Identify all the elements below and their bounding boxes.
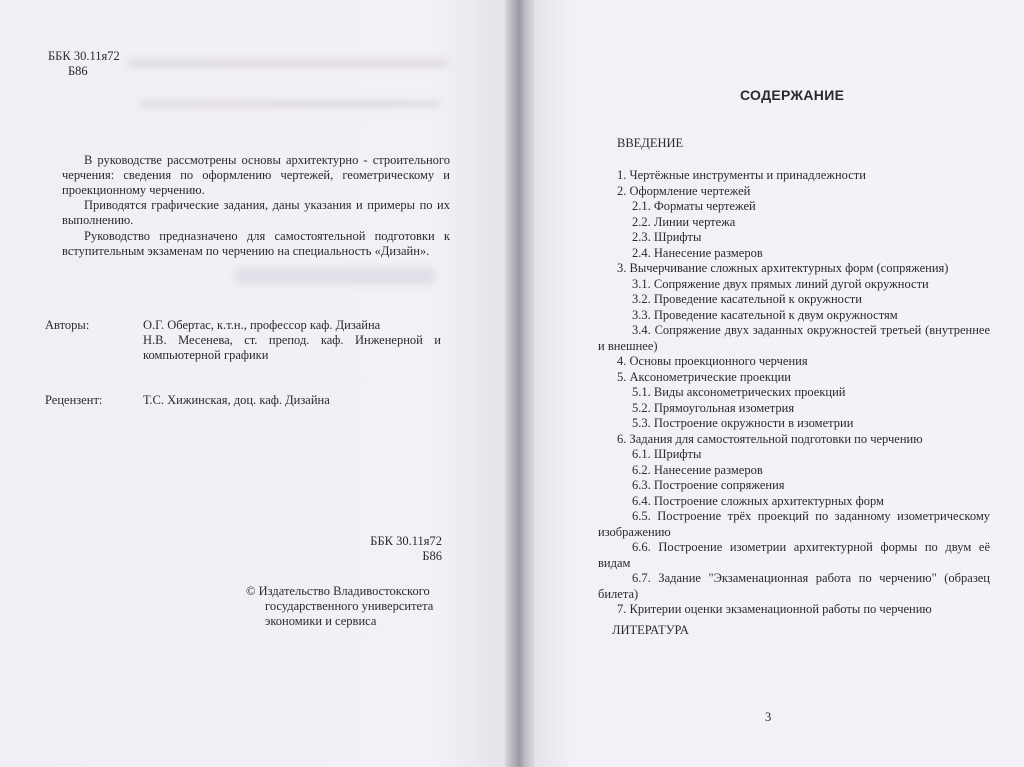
toc-item: 2.2. Линии чертежа: [632, 214, 736, 229]
book-spine: [505, 0, 537, 767]
author: Н.В. Месенева, ст. препод. каф. Инженерной и компьютерной графики: [143, 333, 441, 363]
toc-item: 5.3. Построение окружности в изометрии: [632, 416, 854, 430]
bbk-code: ББК 30.11я72: [48, 49, 120, 63]
page-title: СОДЕРЖАНИЕ: [740, 87, 845, 103]
toc-literature: ЛИТЕРАТУРА: [612, 623, 689, 637]
toc-item: 2.3. Шрифты: [632, 230, 702, 244]
toc-item: 6.2. Нанесение размеров: [632, 462, 763, 477]
toc-item: 3.4. Сопряжение двух заданных окружностей третьей (внутреннее и внешнее): [598, 323, 990, 353]
bbk-code-bottom: ББК 30.11я72: [370, 534, 442, 548]
toc-item: 3.3. Проведение касательной к двум окружностям: [632, 307, 898, 322]
publisher-line: государственного университета: [265, 599, 434, 613]
author-mark-bottom: Б86: [422, 549, 442, 563]
abstract-paragraph: В руководстве рассмотрены основы архитектурно - строительного черчения: сведения по оформлению чертежей, геометрическому и проекционному черчению.: [62, 153, 450, 198]
toc-item: 7. Критерии оценки экзаменационной работы по черчению: [617, 602, 932, 616]
toc-item: 6.4. Построение сложных архитектурных форм: [632, 493, 884, 508]
toc-item: 6.3. Построение сопряжения: [632, 478, 785, 492]
toc-item: 6.6. Построение изометрии архитектурной формы по двум её видам: [598, 540, 990, 570]
abstract-paragraph: Приводятся графические задания, даны указания и примеры по их выполнению.: [62, 198, 450, 228]
toc-item: 3.2. Проведение касательной к окружности: [632, 292, 862, 306]
toc-item: 4. Основы проекционного черчения: [617, 354, 808, 368]
toc-item: 2.4. Нанесение размеров: [632, 245, 763, 260]
abstract-paragraph: Руководство предназначено для самостоятельной подготовки к вступительным экзаменам по черчению на специальность «Дизайн».: [62, 229, 450, 259]
toc-item: 3.1. Сопряжение двух прямых линий дугой окружности: [632, 276, 929, 291]
author: О.Г. Обертас, к.т.н., профессор каф. Дизайна: [143, 318, 381, 332]
bleed-through: [235, 268, 435, 284]
toc-introduction: ВВЕДЕНИЕ: [617, 136, 684, 150]
toc-item: 5.1. Виды аксонометрических проекций: [632, 385, 846, 399]
toc-item: 2.1. Форматы чертежей: [632, 199, 756, 213]
toc-item: 5. Аксонометрические проекции: [617, 369, 791, 384]
publisher-line: © Издательство Владивостокского: [246, 584, 430, 598]
toc-item: 2. Оформление чертежей: [617, 183, 751, 198]
toc-item: 6.5. Построение трёх проекций по заданному изометрическому изображению: [598, 509, 990, 539]
publisher-line: экономики и сервиса: [265, 614, 377, 628]
authors-label: Авторы:: [45, 318, 90, 332]
reviewer-label: Рецензент:: [45, 393, 103, 407]
toc-item: 5.2. Прямоугольная изометрия: [632, 400, 795, 415]
bleed-through: [128, 58, 448, 68]
toc-item: 6.1. Шрифты: [632, 447, 702, 461]
page-number: 3: [765, 710, 772, 724]
reviewer: Т.С. Хижинская, доц. каф. Дизайна: [143, 393, 330, 407]
toc-item: 3. Вычерчивание сложных архитектурных форм (сопряжения): [617, 261, 949, 275]
toc-item: 6.7. Задание "Экзаменационная работа по черчению" (образец билета): [598, 571, 990, 601]
toc-item: 6. Задания для самостоятельной подготовки по черчению: [617, 431, 923, 446]
toc-item: 1. Чертёжные инструменты и принадлежности: [617, 168, 866, 182]
author-mark: Б86: [68, 64, 88, 78]
bleed-through: [140, 100, 440, 108]
